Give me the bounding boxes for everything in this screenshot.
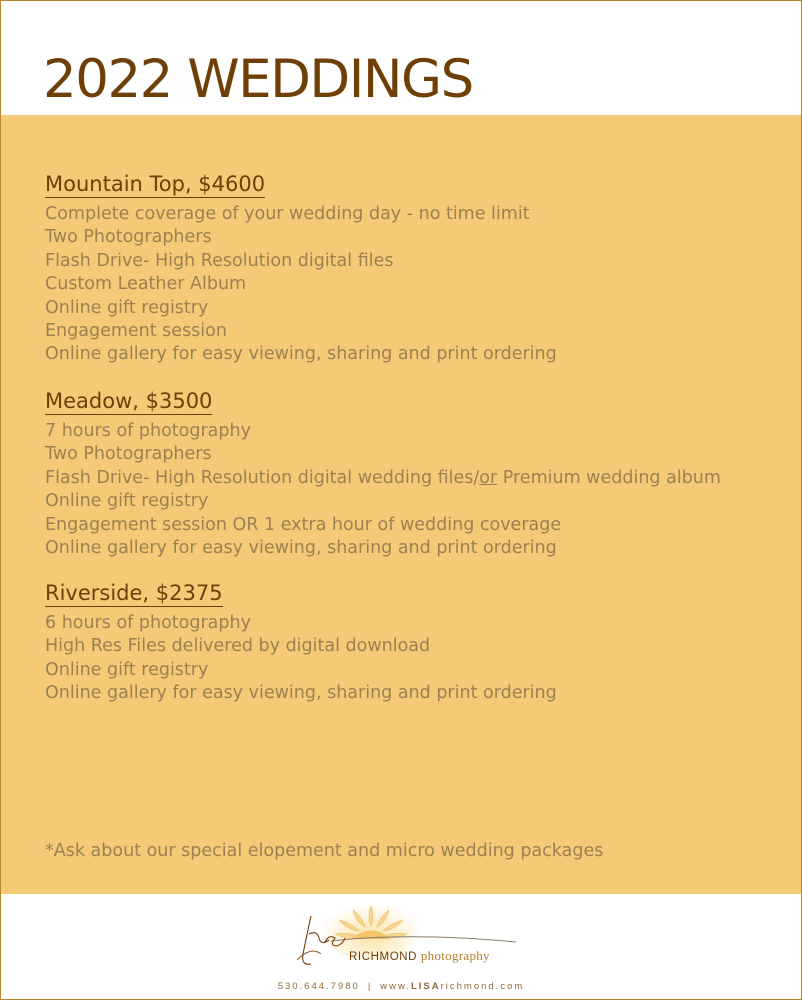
package-item: Online gallery for easy viewing, sharing and print ordering	[45, 344, 557, 365]
website-brand: LISA	[410, 981, 441, 992]
package-heading: Riverside, $2375	[45, 581, 223, 605]
package-mountain-top	[45, 171, 557, 367]
sun-flower-icon	[271, 894, 551, 984]
package-items	[45, 420, 721, 560]
website-suffix: richmond.com	[440, 981, 525, 992]
separator: |	[367, 981, 373, 992]
package-item: High Res Files delivered by digital download	[45, 636, 431, 657]
package-meadow	[45, 388, 721, 560]
package-item: Online gift registry	[45, 297, 209, 318]
package-item: Custom Leather Album	[45, 274, 247, 295]
packages-panel	[1, 115, 801, 894]
package-item-text: Premium wedding album	[497, 467, 721, 488]
package-item: Complete coverage of your wedding day - no time limit	[45, 204, 530, 224]
package-heading: Meadow, $3500	[45, 389, 213, 413]
package-items	[45, 612, 557, 706]
package-item: Online gift registry	[45, 491, 209, 512]
package-item-text: Flash Drive- High Resolution digital wedding files/	[45, 467, 480, 488]
package-item: Engagement session	[45, 321, 227, 342]
website-link[interactable]	[380, 981, 524, 992]
package-item: Engagement session OR 1 extra hour of wedding coverage	[45, 514, 562, 535]
package-items	[45, 203, 557, 367]
contact-line	[1, 981, 801, 992]
package-heading: Mountain Top, $4600	[45, 172, 266, 196]
package-item: Flash Drive- High Resolution digital files	[45, 250, 394, 271]
package-item: Two Photographers	[45, 444, 212, 465]
package-item-emphasis: or	[479, 467, 498, 488]
brand-name	[349, 948, 490, 964]
package-riverside	[45, 580, 557, 706]
package-item: 7 hours of photography	[45, 421, 251, 441]
page-title: 2022 WEDDINGS	[43, 49, 473, 110]
website-prefix: www.	[380, 981, 411, 992]
package-item: Online gallery for easy viewing, sharing and print ordering	[45, 538, 557, 559]
brand-name-secondary: photography	[420, 948, 490, 963]
package-item	[45, 467, 721, 490]
brand-name-primary: RICHMOND	[349, 951, 418, 963]
phone-number: 530.644.7980	[277, 981, 360, 992]
package-item: Two Photographers	[45, 227, 212, 248]
package-item: Online gallery for easy viewing, sharing and print ordering	[45, 683, 557, 704]
footnote: *Ask about our special elopement and micro wedding packages	[45, 841, 604, 861]
package-item: 6 hours of photography	[45, 613, 251, 633]
package-item: Online gift registry	[45, 659, 209, 680]
